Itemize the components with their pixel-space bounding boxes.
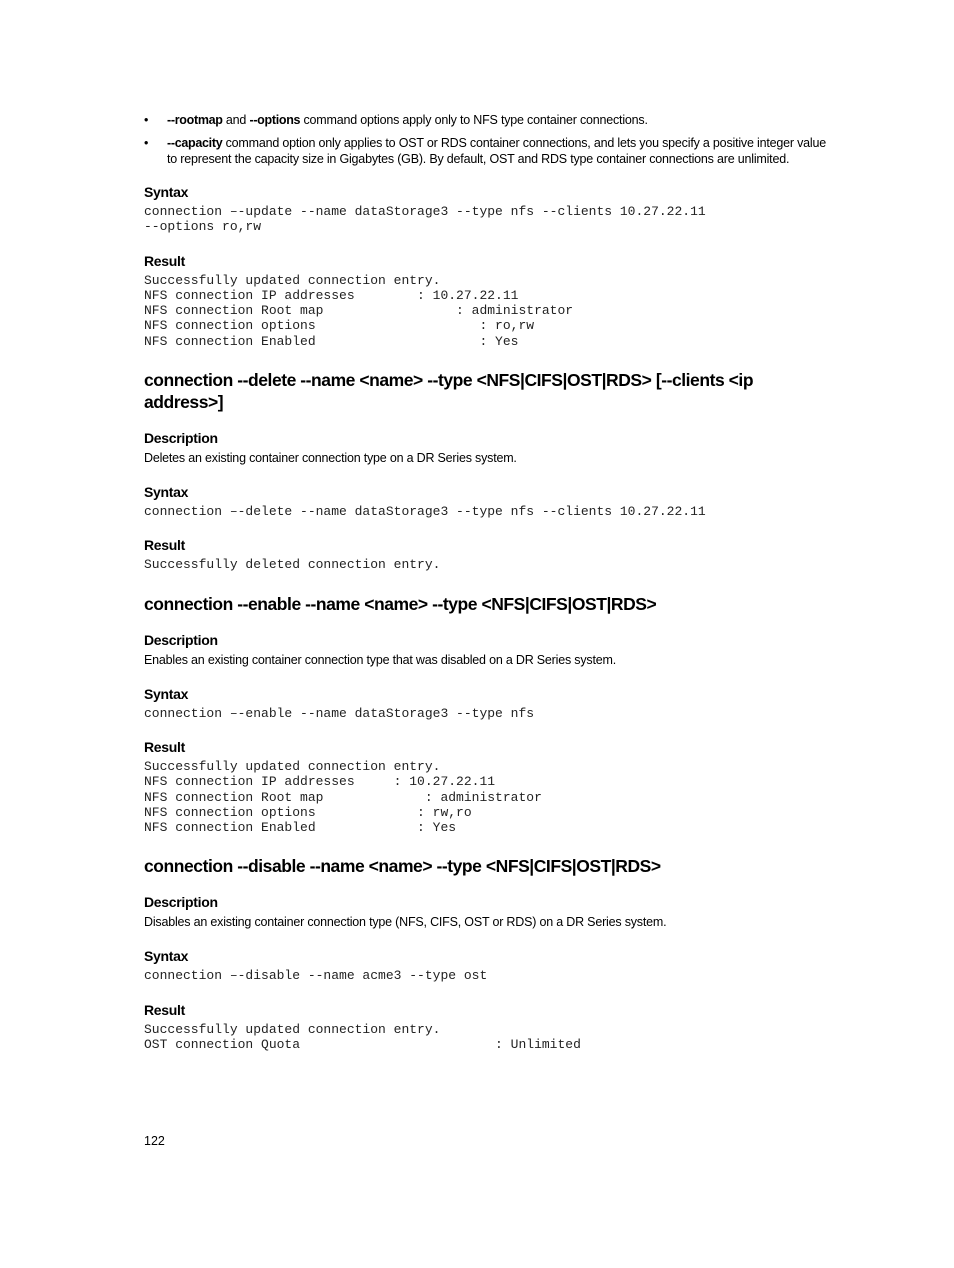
enable-result-code: Successfully updated connection entry. NFS connection IP addresses : 10.27.22.11 NFS connection Root map : administrator NFS connection options : rw,ro NFS connection Enabled : Yes xyxy=(144,758,542,836)
bullet-list xyxy=(144,112,834,167)
option-name: --rootmap xyxy=(167,113,223,127)
enable-result-label: Result xyxy=(144,738,185,755)
delete-description: Deletes an existing container connection type on a DR Series system. xyxy=(144,451,517,466)
disable-description-label: Description xyxy=(144,894,218,911)
bullet-rootmap-options xyxy=(144,112,834,128)
delete-syntax-code: connection –-delete --name dataStorage3 --type nfs --clients 10.27.22.11 xyxy=(144,504,706,520)
disable-heading: connection --disable --name <name> --type <NFS|CIFS|OST|RDS> xyxy=(144,856,661,877)
bullet-capacity xyxy=(144,135,834,167)
option-name: --capacity xyxy=(167,136,223,150)
delete-heading: connection --delete --name <name> --type <NFS|CIFS|OST|RDS> [--clients <ip address>] xyxy=(144,370,754,413)
disable-description: Disables an existing container connection type (NFS, CIFS, OST or RDS) on a DR Series system. xyxy=(144,915,667,930)
disable-syntax-label: Syntax xyxy=(144,948,189,965)
page-number: 122 xyxy=(144,1134,165,1148)
delete-result-code: Successfully deleted connection entry. xyxy=(144,557,441,573)
bullet-text: --capacity command option only applies to OST or RDS container connections, and lets you specify a positive integer value to represent the capacity size in Gigabytes (GB). By default, OST and RDS type container connections are unlimited. xyxy=(167,136,826,166)
update-result-label: Result xyxy=(144,252,185,269)
enable-heading: connection --enable --name <name> --type <NFS|CIFS|OST|RDS> xyxy=(144,593,657,614)
disable-result-label: Result xyxy=(144,1001,185,1018)
enable-syntax-code: connection –-enable --name dataStorage3 --type nfs xyxy=(144,705,535,721)
delete-syntax-label: Syntax xyxy=(144,484,189,501)
option-name: --options xyxy=(249,113,301,127)
enable-description: Enables an existing container connection type that was disabled on a DR Series system. xyxy=(144,652,616,667)
enable-description-label: Description xyxy=(144,631,218,648)
enable-syntax-label: Syntax xyxy=(144,685,189,702)
bullet-text: --rootmap and --options command options apply only to NFS type container connections. xyxy=(167,113,648,127)
delete-result-label: Result xyxy=(144,537,185,554)
update-syntax-label: Syntax xyxy=(144,184,189,200)
update-result-code: Successfully updated connection entry. NFS connection IP addresses : 10.27.22.11 NFS connection Root map : administrator NFS connection options : ro,rw NFS connection Enabled : Yes xyxy=(144,272,574,349)
delete-description-label: Description xyxy=(144,430,218,447)
disable-result-code: Successfully updated connection entry. OST connection Quota : Unlimited xyxy=(144,1021,581,1053)
bullet-dot-icon: • xyxy=(144,113,149,127)
bullet-dot-icon: • xyxy=(144,136,149,150)
update-syntax-code: connection –-update --name dataStorage3 --type nfs --clients 10.27.22.11 --options ro,rw xyxy=(144,204,706,235)
disable-syntax-code: connection –-disable --name acme3 --type ost xyxy=(144,968,488,984)
page-content xyxy=(144,112,834,1052)
